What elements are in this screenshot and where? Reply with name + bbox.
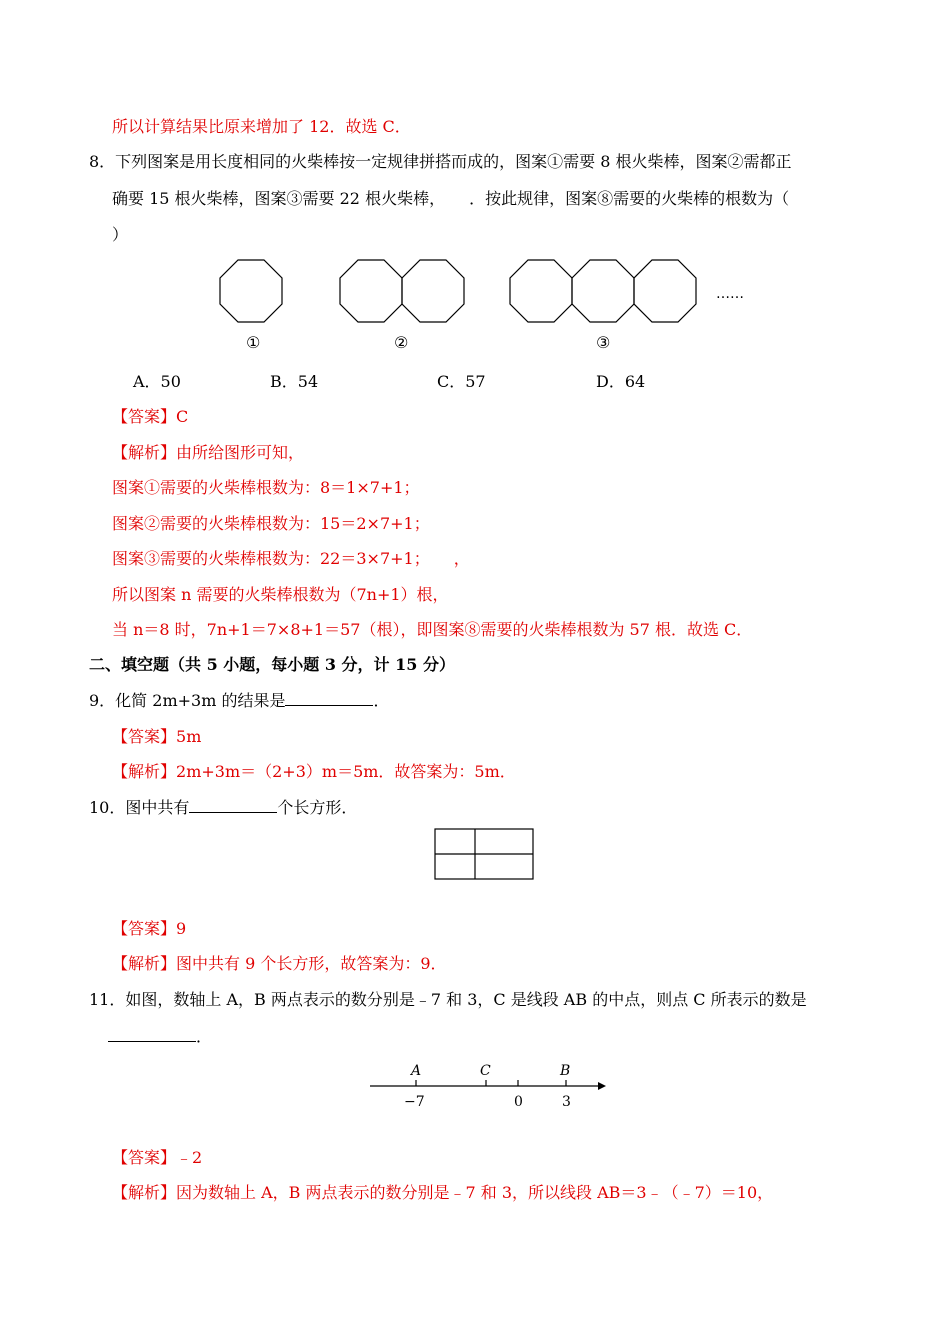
octagon-2-1	[340, 260, 402, 322]
q10-analysis-text: 图中共有 9 个长方形，故答案为：9．	[176, 954, 447, 973]
point-c-label: C	[480, 1063, 491, 1079]
axis-arrow	[598, 1082, 606, 1090]
q9-answer-tag: 【答案】	[112, 727, 177, 746]
q8-analysis-line6: 当 n＝8 时，7n+1＝7×8+1＝57（根），即图案⑧需要的火柴棒根数为 57 根．故选 C．	[112, 620, 753, 639]
q8-analysis-tag: 【解析】	[112, 443, 177, 462]
octagon-3-1	[510, 260, 572, 322]
q10-analysis-tag: 【解析】	[112, 954, 177, 973]
octagon-1-1	[220, 260, 282, 322]
q10-analysis	[112, 953, 447, 975]
q9-analysis-text: 2m+3m＝（2+3）m＝5m．故答案为：5m．	[176, 762, 516, 781]
q10-answer	[112, 918, 186, 940]
q8-analysis-line4: 图案③需要的火柴棒根数为：22＝3×7+1； ，	[112, 549, 470, 568]
q8-analysis-line1	[112, 442, 304, 464]
prev-answer-conclusion: 所以计算结果比原来增加了 12．故选 C．	[112, 117, 411, 136]
tick-label-0: 0	[514, 1094, 523, 1110]
q9-answer-value: 5m	[176, 727, 202, 746]
section-2-title: 二、填空题（共 5 小题，每小题 3 分，计 15 分）	[89, 655, 455, 674]
q9-stem-text: 9．化简 2m+3m 的结果是	[89, 691, 286, 710]
tick-label-3: 3	[562, 1094, 571, 1110]
q11-analysis-text: 因为数轴上 A，B 两点表示的数分别是﹣7 和 3，所以线段 AB＝3﹣（﹣7）＝10，	[176, 1183, 774, 1202]
q8-answer-tag: 【答案】	[112, 407, 177, 426]
q9-stem-end: ．	[373, 691, 390, 710]
q8-answer-value: C	[176, 407, 189, 426]
q10-answer-value: 9	[176, 919, 187, 938]
point-b-label: B	[560, 1063, 571, 1079]
q8-option-a: A．50	[133, 372, 181, 391]
q8-stem-line1: 8．下列图案是用长度相同的火柴棒按一定规律拼搭而成的，图案①需要 8 根火柴棒，图案②需都正	[89, 152, 792, 171]
fig-label-3: ③	[596, 333, 611, 352]
q11-answer-blank[interactable]	[108, 1040, 196, 1042]
q11-answer	[112, 1147, 202, 1169]
octagon-3-3	[634, 260, 696, 322]
q11-answer-value: ﹣2	[176, 1148, 203, 1167]
q11-stem-end: ．	[196, 1027, 213, 1046]
q11-number-line	[366, 1058, 612, 1114]
q8-analysis-line5: 所以图案 n 需要的火柴棒根数为（7n+1）根，	[112, 585, 449, 604]
q11-analysis	[112, 1182, 773, 1204]
q9-analysis-tag: 【解析】	[112, 762, 177, 781]
tick-label-neg7: −7	[404, 1094, 425, 1110]
q8-analysis-line2: 图案①需要的火柴棒根数为：8＝1×7+1；	[112, 478, 420, 497]
q10-answer-tag: 【答案】	[112, 919, 177, 938]
q8-option-d: D．64	[596, 372, 646, 391]
q8-stem-line3: ）	[112, 225, 129, 244]
q10-rectangle-figure	[434, 828, 536, 882]
q8-option-b: B．54	[270, 372, 319, 391]
q11-analysis-tag: 【解析】	[112, 1183, 177, 1202]
fig-label-2: ②	[394, 333, 409, 352]
q11-stem-line2	[108, 1026, 212, 1048]
octagon-3-2	[572, 260, 634, 322]
q10-stem-end: 个长方形．	[277, 798, 358, 817]
q10-answer-blank[interactable]	[189, 811, 277, 813]
q8-stem-line2: 确要 15 根火柴棒，图案③需要 22 根火柴棒， ．按此规律，图案⑧需要的火柴棒的根数为（	[112, 189, 790, 208]
q10-stem	[89, 797, 357, 819]
q9-answer-blank[interactable]	[285, 704, 373, 706]
q11-stem-line1: 11．如图，数轴上 A，B 两点表示的数分别是﹣7 和 3，C 是线段 AB 的中点，则点 C 所表示的数是	[89, 990, 807, 1009]
q9-stem	[89, 690, 389, 712]
q9-analysis	[112, 761, 516, 783]
q11-answer-tag: 【答案】	[112, 1148, 177, 1167]
q8-option-c: C．57	[437, 372, 486, 391]
q8-analysis-line3: 图案②需要的火柴棒根数为：15＝2×7+1；	[112, 514, 430, 533]
q9-answer	[112, 726, 201, 748]
q8-analysis-text: 由所给图形可知，	[176, 443, 305, 462]
point-a-label: A	[411, 1063, 422, 1079]
q8-matchstick-figure	[210, 250, 760, 354]
fig-ellipsis: ……	[716, 286, 744, 302]
q10-stem-text: 10．图中共有	[89, 798, 190, 817]
q8-answer	[112, 406, 188, 428]
fig-label-1: ①	[246, 333, 261, 352]
octagon-2-2	[402, 260, 464, 322]
